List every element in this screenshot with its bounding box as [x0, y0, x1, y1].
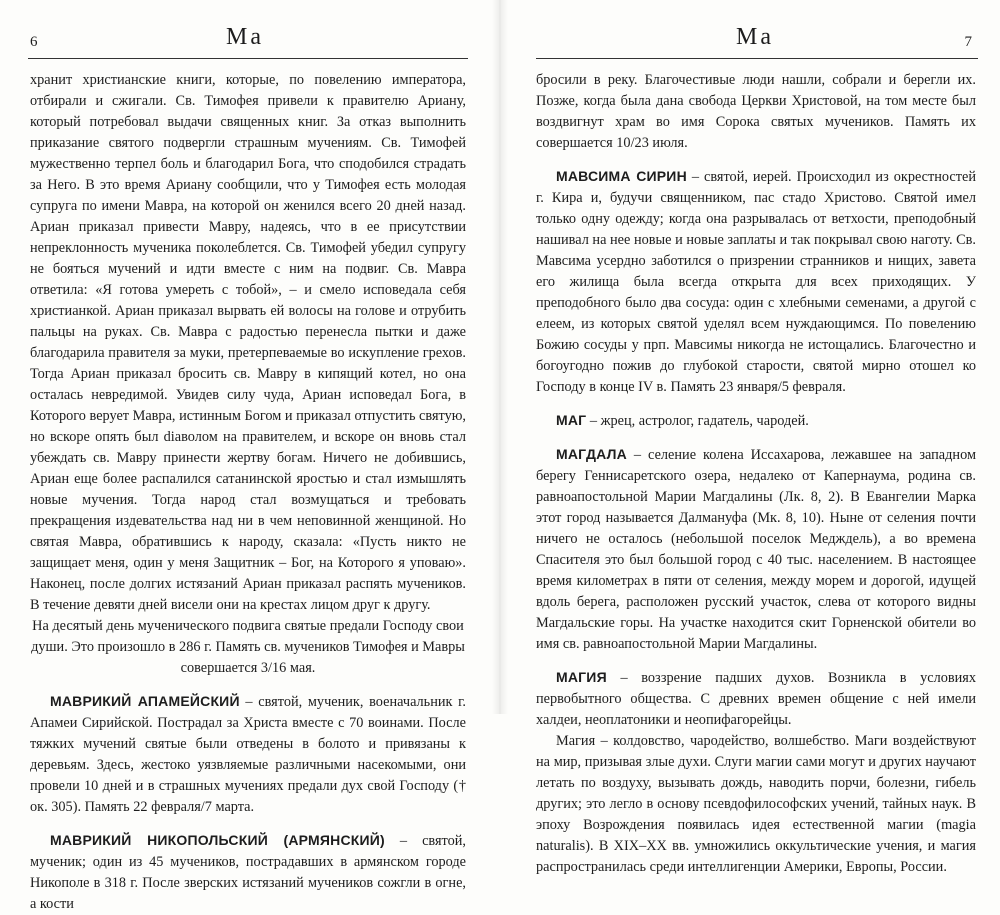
book-gutter [492, 0, 508, 714]
right-page [510, 0, 1000, 875]
left-page [0, 0, 490, 912]
left-page-text [30, 70, 466, 915]
right-running-title: Ма [736, 24, 774, 50]
entry-mavrikiy-apameyskiy [30, 691, 466, 818]
paragraph [536, 70, 976, 154]
left-page-header [0, 22, 490, 66]
right-page-number: 7 [964, 34, 972, 50]
left-page-number: 6 [30, 34, 38, 50]
entry-definition: – святой, мученик; один из 45 мучеников, пострадавших в армянском городе Никополе в 318 г. После зверских истязаний мучеников сожгли в огне, а кости [30, 833, 466, 912]
entry-mavrikiy-nikopolskiy [30, 830, 466, 915]
paragraph-text: На десятый день мученического подвига святые предали Господу свои души. Это произошло в 286 г. Память св. мучеников Тимофея и Мавры совершается 3/16 мая. [31, 618, 465, 676]
right-page-header [510, 22, 1000, 66]
entry-mavsima-sirin [536, 166, 976, 398]
entry-magdala [536, 444, 976, 655]
entry-term: МАГДАЛА [556, 446, 627, 462]
paragraph [30, 616, 466, 679]
paragraph [536, 731, 976, 878]
entry-term: МАВРИКИЙ НИКОПОЛЬСКИЙ (АРМЯНСКИЙ) [50, 832, 385, 848]
right-header-rule [536, 58, 978, 59]
entry-mag [536, 410, 976, 432]
entry-term: МАВРИКИЙ АПАМЕЙСКИЙ [50, 693, 240, 709]
entry-term: МАГ [556, 412, 587, 428]
entry-definition: – святой, иерей. Происходил из окрестностей г. Кира и, будучи священником, пас стадо Христово. Святой имел только одну одежду; когда она разрывалась от ветхости, преподобный нашивал на нее новые и новые заплаты и так покрывал свою наготу. Св. Мавсима усердно заботился о призрении странников и нищих, завета его жилища была всегда открыта для всех приходящих. У преподобного было два сосуда: один с хлебными семенами, а другой с елеем, из которых святой уделял всем нуждающимся. По повелению Божию сосуды у прп. Мавсимы никогда не истощались. Благочестно и богоугодно пожив до глубокой старости, святой мирно отошел ко Господу в конце IV в. Память 23 января/5 февраля. [536, 169, 977, 395]
entry-term: МАВСИМА СИРИН [556, 168, 687, 184]
entry-magiya [536, 667, 976, 731]
paragraph-text: бросили в реку. Благочестивые люди нашли, собрали и берегли их. Позже, когда была дана свобода Церкви Христовой, на том месте был воздвигнут храм во имя Сорока святых мучеников. Память их совершается 10/23 июля. [536, 72, 976, 151]
entry-term: МАГИЯ [556, 669, 607, 685]
paragraph-text: Магия – колдовство, чародейство, волшебство. Маги воздействуют на мир, призывая злые духи. Слуги магии сами могут и других научают летать по воздуху, вызывать дождь, наводить порчи, болезни, гибель других; это легло в основу псевдофилософских учений, тайных наук. В эпоху Возрождения появилась идея естественной магии (magia naturalis). В XIX–XX вв. умножились оккультические учения, и магия распространилась среди интеллигенции Америки, Европы, России. [536, 733, 976, 875]
entry-definition: – воззрение падших духов. Возникла в условиях первобытного общества. С древних времен общение с ней имели халдеи, неоплатоники и неопифагорейцы. [536, 670, 976, 728]
entry-definition: – жрец, астролог, гадатель, чародей. [586, 413, 809, 429]
entry-definition: – святой, мученик, военачальник г. Апамеи Сирийской. Пострадал за Христа вместе с 70 воинами. После тяжких мучений святые были отведены в болото и привязаны к деревьям. Здесь, жестоко уязвляемые различными насекомыми, они провели 10 дней и в страшных мучениях предали дух свой Господу († ок. 305). Память 22 февраля/7 марта. [30, 694, 466, 815]
entry-definition: – селение колена Иссахарова, лежавшее на западном берегу Геннисаретского озера, недалеко от Капернаума, родина св. равноапостольной Марии Магдалины (Лк. 8, 2). В Евангелии Марка этот город называется Далмануфа (Мк. 8, 10). Ныне от селения почти ничего не осталось (небольшой поселок Медждель), а во времена Спасителя это был большой город с 40 тыс. населением. В настоящее время километрах в пяти от селения, между морем и дорогой, идущей вдоль берега, расположен русский участок, слева от которого видны Магдальские горы. На участке находится скит Горненской обители во имя св. равноапостольной Марии Магдалины. [536, 447, 976, 652]
paragraph [30, 70, 466, 616]
paragraph-text: хранит христианские книги, которые, по повелению императора, отбирали и сжигали. Св. Тимофея привели к правителю Ариану, который потребовал выдачи священных книг. За отказ выполнить приказание святого подвергли страшным мучениям. Св. Тимофей мужественно терпел боль и благодарил Бога, что сподобился страдать за Него. В это время Ариану сообщили, что у Тимофея есть молодая супруга по имени Мавра, на которой он женился всего 20 дней назад. Ариан приказал привести Мавру, надеясь, что в ее присутствии непреклонность мученика поколеблется. Св. Тимофей убедил супругу не бояться мучений и идти вместе с ним на подвиг. Св. Мавра ответила: «Я готова умереть с тобой», – и смело исповедала себя христианкой. Ариан приказал вырвать ей волосы на голове и отрубить пальцы на руках. Св. Мавра с радостью перенесла пытки и даже благодарила правителя за муки, претерпеваемые во искупление грехов. Тогда Ариан приказал бросить св. Мавру в кипящий котел, но она осталась невредимой. Увидев силу чуда, Ариан исповедал Бога, в Которого верует Мавра, истинным Богом и приказал отпустить святую, но вскоре опять был diаволом на правителем, и вскоре он вновь стал убеждать св. Мавру принести жертву богам. Ничего не добившись, Ариан еще более распалился сатанинской яростью и стал измышлять новые мучения. Тогда народ стал возмущаться и требовать прекращения издевательства над ни в чем неповинной женщиной. Но святая Мавра, обратившись к народу, сказала: «Пусть никто не защищает меня, один у меня Защитник – Бог, на Которого я уповаю». Наконец, после долгих истязаний Ариан приказал распять мучеников. В течение девяти дней висели они на крестах лицом друг к другу. [30, 72, 466, 613]
right-page-text [536, 70, 976, 878]
left-header-rule [28, 58, 468, 59]
left-running-title: Ма [226, 24, 264, 50]
